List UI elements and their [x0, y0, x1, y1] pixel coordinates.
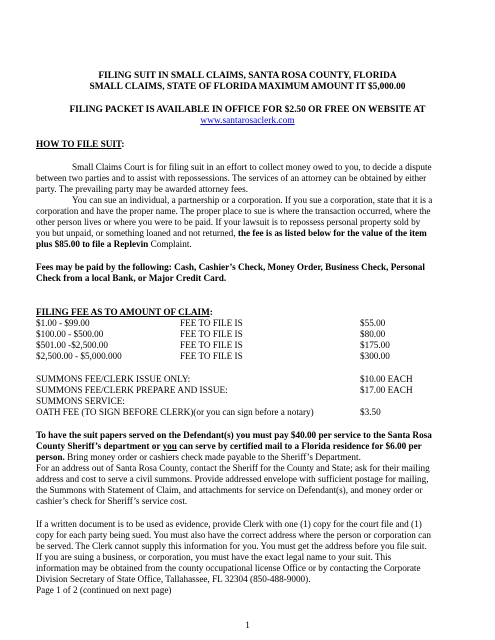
summons-fee-label: SUMMONS FEE/CLERK ISSUE ONLY: [36, 374, 191, 384]
service-emphasis: you [162, 441, 177, 451]
paragraph-line: the Summons with Statement of Claim, and attachments for service on Defendant(s), and money order or [36, 485, 423, 495]
how-to-file-colon: : [121, 139, 125, 149]
paragraph-line: copy for each party being sued. You must also have the correct address where the person or corporation can [36, 530, 431, 540]
paragraph-line: You can sue an individual, a partnership or a corporation. If you sue a corporation, state that it is a [72, 195, 433, 205]
fee-amount: $80.00 [360, 329, 386, 339]
document-subtitle: SMALL CLAIMS, STATE OF FLORIDA MAXIMUM AMOUNT IT $5,000.00 [89, 82, 406, 92]
paragraph-line: For an address out of Santa Rosa County, contact the Sheriff for the County and State; ask for their mailing [36, 463, 430, 473]
paragraph-bold-text: the fee is as listed below for the value of the item [237, 228, 427, 238]
payment-methods-line: Check from a local Bank, or Major Credit Card. [36, 273, 227, 283]
paragraph-line: party. The prevailing party may be awarded attorney fees. [36, 184, 248, 194]
fee-amount: $300.00 [360, 351, 390, 361]
service-line: To have the suit papers served on the Defendant(s) you must pay $40.00 per service to the Santa Rosa [36, 430, 432, 440]
fee-label: FEE TO FILE IS [180, 329, 243, 339]
fee-range: $1.00 - $99.00 [36, 318, 90, 328]
paragraph-line: address and cost to serve a civil summons. Provide addressed envelope with sufficient postage for mailing, [36, 474, 429, 484]
service-bold-text: person. [36, 452, 65, 462]
filing-fee-heading-text: FILING FEE AS TO AMOUNT OF CLAIM [36, 307, 210, 317]
paragraph-line: Small Claims Court is for filing suit in an effort to collect money owed to you, to decide a dispute [72, 162, 432, 172]
page-continuation-note: Page 1 of 2 (continued on next page) [36, 585, 172, 595]
fee-range: $2,500.00 - $5,000.000 [36, 351, 122, 361]
paragraph-line [36, 239, 192, 250]
paragraph-line: be served. The Clerk cannot supply this information for you. You must get the address before you file suit. [36, 541, 427, 551]
oath-fee-label: OATH FEE (TO SIGN BEFORE CLERK)(or you can sign before a notary) [36, 407, 314, 417]
page-number: 1 [245, 620, 250, 630]
paragraph-line: If a written document is to be used as evidence, provide Clerk with one (1) copy for the court file and (1) [36, 519, 422, 529]
service-text: County Sheriff’s department or [36, 441, 163, 451]
paragraph-text: you but unpaid, or something loaned and not returned, [36, 228, 238, 238]
paragraph-line: between two parties and to assist with repossessions. The services of an attorney can be obtained by either [36, 173, 427, 183]
how-to-file-heading [36, 139, 124, 150]
payment-methods-line: Fees may be paid by the following: Cash, Cashier’s Check, Money Order, Business Check, Personal [36, 262, 425, 272]
fee-amount: $55.00 [360, 318, 386, 328]
fee-label: FEE TO FILE IS [180, 340, 243, 350]
website-link[interactable]: www.santarosaclerk.com [200, 116, 295, 126]
service-text: Bring money order or cashiers check made payable to the Sheriff’s Department. [64, 452, 361, 462]
paragraph-line: cashier’s check for Sheriff’s service cost. [36, 496, 188, 506]
paragraph-line: other person lives or where you were to be paid. If your lawsuit is to repossess personal property sold by [36, 217, 421, 227]
service-text: can serve by certified mail to a Florida residence for $6.00 per [176, 441, 422, 451]
paragraph-line [36, 228, 427, 239]
paragraph-line: Division Secretary of State Office, Tallahassee, FL 32304 (850-488-9000). [36, 574, 311, 584]
fee-range: $501.00 -$2,500.00 [36, 340, 108, 350]
summons-fee-label: SUMMONS FEE/CLERK PREPARE AND ISSUE: [36, 385, 228, 395]
service-line [36, 441, 422, 452]
paragraph-bold-text: plus $85.00 to file a Replevin [36, 239, 149, 249]
paragraph-line: corporation and have the proper name. The proper place to sue is where the transaction occurred, where the [36, 206, 431, 216]
document-title: FILING SUIT IN SMALL CLAIMS, SANTA ROSA COUNTY, FLORIDA [98, 71, 397, 81]
service-line [36, 452, 361, 463]
fee-range: $100.00 - $500.00 [36, 329, 104, 339]
fee-amount: $175.00 [360, 340, 390, 350]
summons-fee-amount: $10.00 EACH [360, 374, 413, 384]
paragraph-line: If you are suing a business, or corporation, you must have the exact legal name to your suit. This [36, 552, 392, 562]
filing-fee-colon: : [209, 307, 213, 317]
paragraph-line: information may be obtained from the county occupational license Office or by contacting the Corporate [36, 563, 421, 573]
paragraph-text: Complaint. [148, 239, 192, 249]
oath-fee-amount: $3.50 [360, 407, 381, 417]
website-link-row [0, 116, 495, 127]
summons-fee-amount: $17.00 EACH [360, 385, 413, 395]
filing-fee-heading [36, 307, 213, 318]
fee-label: FEE TO FILE IS [180, 318, 243, 328]
filing-packet-notice: FILING PACKET IS AVAILABLE IN OFFICE FOR $2.50 OR FREE ON WEBSITE AT [69, 105, 426, 115]
fee-label: FEE TO FILE IS [180, 351, 243, 361]
summons-service-label: SUMMONS SERVICE: [36, 396, 125, 406]
how-to-file-heading-text: HOW TO FILE SUIT [36, 139, 122, 149]
